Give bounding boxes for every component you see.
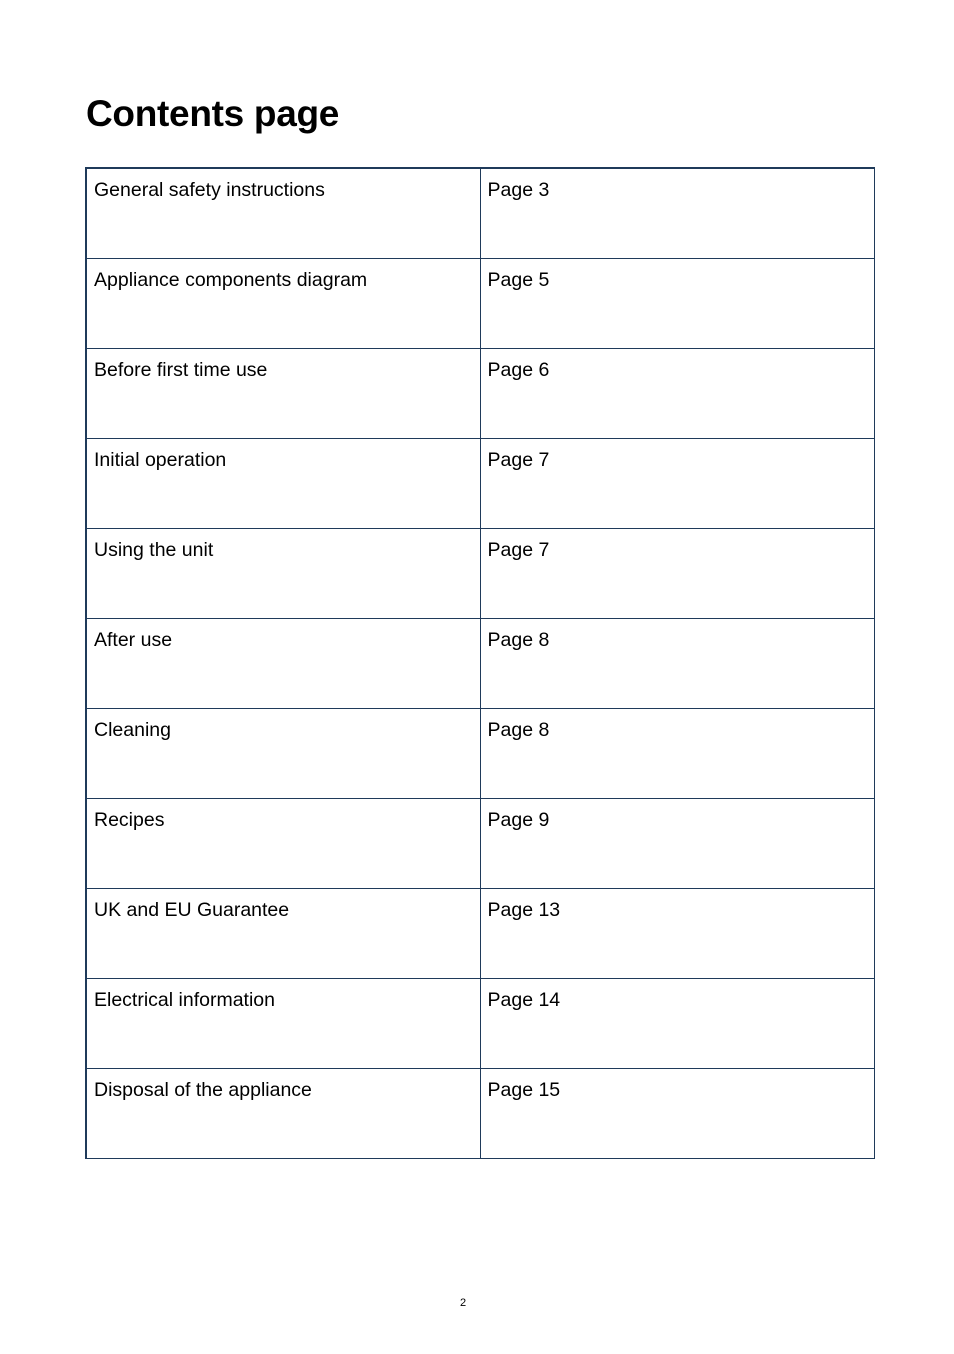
section-title: Cleaning [86,708,480,798]
section-page: Page 13 [480,888,874,978]
section-page: Page 6 [480,348,874,438]
table-row [86,618,874,708]
section-title: Appliance components diagram [86,258,480,348]
section-title: UK and EU Guarantee [86,888,480,978]
section-title: Disposal of the appliance [86,1068,480,1158]
section-title: Using the unit [86,528,480,618]
contents-table [85,167,875,1159]
section-title: General safety instructions [86,168,480,258]
section-page: Page 5 [480,258,874,348]
section-page: Page 14 [480,978,874,1068]
table-row [86,888,874,978]
table-row [86,708,874,798]
page-number: 2 [459,1297,467,1309]
section-title: Before first time use [86,348,480,438]
section-title: Initial operation [86,438,480,528]
section-page: Page 8 [480,618,874,708]
section-page: Page 9 [480,798,874,888]
section-page: Page 15 [480,1068,874,1158]
section-page: Page 7 [480,438,874,528]
section-title: Electrical information [86,978,480,1068]
table-row [86,258,874,348]
table-row [86,978,874,1068]
table-row [86,348,874,438]
table-row [86,168,874,258]
table-row [86,438,874,528]
section-title: Recipes [86,798,480,888]
section-page: Page 8 [480,708,874,798]
table-row [86,1068,874,1158]
table-row [86,528,874,618]
section-page: Page 3 [480,168,874,258]
section-page: Page 7 [480,528,874,618]
page-title: Contents page [86,93,340,134]
table-row [86,798,874,888]
section-title: After use [86,618,480,708]
